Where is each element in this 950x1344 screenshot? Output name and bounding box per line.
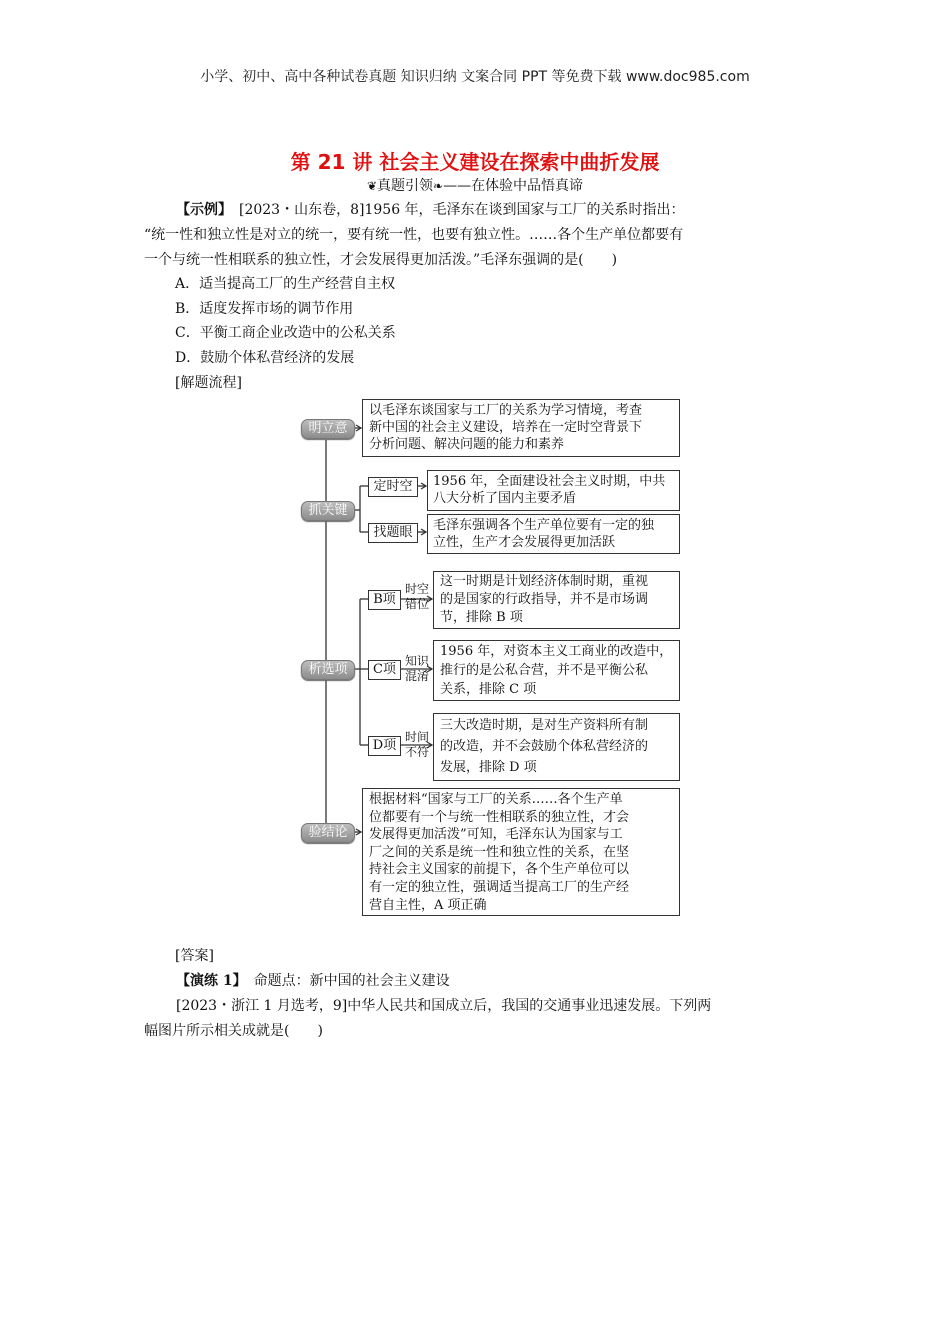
- tag-line: 混淆: [404, 669, 429, 683]
- drill-line-2: 幅图片所示相关成就是( ): [144, 1023, 323, 1039]
- flow-box-key-point: [427, 514, 680, 554]
- drill-tag: 【演练 1】: [176, 973, 240, 989]
- box-line: 新中国的社会主义建设，培养在一定时空背景下: [369, 420, 643, 435]
- box-line: 推行的是公私合营，并不是平衡公私: [440, 663, 649, 678]
- box-line: 根据材料“国家与工厂的关系……各个生产单: [369, 792, 623, 807]
- flow-node-verify: 验结论: [301, 823, 355, 843]
- box-line: 立性，生产才会发展得更加活跃: [433, 535, 616, 550]
- box-line: 三大改造时期，是对生产资料所有制: [440, 718, 649, 733]
- tag-line: 知识: [404, 654, 429, 668]
- flow-tag-d: [403, 730, 431, 760]
- flow-box-option-c: [433, 640, 680, 701]
- box-line: 有一定的独立性，强调适当提高工厂的生产经: [369, 879, 630, 895]
- option-b: B．适度发挥市场的调节作用: [175, 301, 354, 317]
- option-d: D．鼓励个体私营经济的发展: [175, 350, 355, 366]
- tag-line: 时空: [404, 582, 429, 596]
- leaf-right-icon: ❧: [433, 179, 444, 193]
- box-line: 分析问题、解决问题的能力和素养: [369, 437, 565, 452]
- box-line: 1956 年，对资本主义工商业的改造中，: [440, 644, 673, 659]
- tag-line: 错位: [404, 597, 429, 611]
- box-line: 位都要有一个与统一性相联系的独立性，才会: [369, 809, 630, 825]
- box-line: 1956 年，全面建设社会主义时期，中共: [433, 474, 666, 489]
- drill-line-1: [2023・浙江 1 月选考，9]中华人民共和国成立后，我国的交通事业迅速发展。下列两: [176, 998, 712, 1014]
- flow-node-key: 抓关键: [301, 501, 355, 521]
- subtitle-text2: ——在体验中品悟真谛: [443, 178, 584, 194]
- flow-box-time-space: [427, 470, 680, 511]
- flow-tag-b: [403, 582, 431, 612]
- tag-line: 不符: [404, 745, 429, 759]
- subtitle-text1: 真题引领: [377, 178, 433, 194]
- flow-node-intent: 明立意: [301, 419, 355, 439]
- box-line: 发展，排除 D 项: [440, 760, 537, 775]
- box-line: 节，排除 B 项: [440, 610, 523, 625]
- box-line: 的是国家的行政指导，并不是市场调: [440, 592, 649, 607]
- flow-box-verify: [362, 788, 680, 916]
- example-line-3: 一个与统一性相联系的独立性，才会发展得更加活泼。”毛泽东强调的是( ): [144, 252, 618, 268]
- leaf-left-icon: ❦: [366, 179, 377, 193]
- flow-option-d: D项: [368, 736, 401, 756]
- example-text-1: 1956 年，毛泽东在谈到国家与工厂的关系时指出：: [364, 202, 685, 218]
- option-c: C．平衡工商企业改造中的公私关系: [175, 325, 396, 341]
- box-line: 的改造，并不会鼓励个体私营经济的: [440, 739, 649, 754]
- drill-header: [144, 969, 809, 994]
- flow-box-option-b: [433, 571, 680, 629]
- example-tag: 【示例】: [176, 202, 225, 218]
- box-line: 这一时期是计划经济体制时期，重视: [440, 574, 649, 589]
- flow-option-c: C项: [368, 660, 401, 680]
- answer-label: [答案]: [175, 948, 214, 964]
- flow-label: [解题流程]: [175, 375, 242, 391]
- page-header: 小学、初中、高中各种试卷真题 知识归纳 文案合同 PPT 等免费下载 www.doc985.com: [200, 69, 750, 85]
- page-title: 第 21 讲 社会主义建设在探索中曲折发展: [290, 150, 660, 174]
- box-line: 发展得更加活泼”可知，毛泽东认为国家与工: [369, 827, 623, 843]
- box-line: 厂之间的关系是统一性和独立性的关系，在坚: [369, 844, 630, 860]
- option-a: A．适当提高工厂的生产经营自主权: [175, 276, 396, 292]
- flow-option-b: B项: [368, 590, 401, 610]
- flow-sub-time-space: 定时空: [368, 477, 418, 497]
- box-line: 营自主性，A 项正确: [369, 897, 487, 913]
- flow-box-intent: [362, 399, 680, 457]
- flow-node-options: 析选项: [301, 660, 355, 680]
- example-line-2: “统一性和独立性是对立的统一，要有统一性，也要有独立性。……各个生产单位都要有: [144, 227, 684, 243]
- box-line: 毛泽东强调各个生产单位要有一定的独: [433, 518, 655, 533]
- box-line: 持社会主义国家的前提下，各个生产单位可以: [369, 862, 630, 878]
- drill-point: 命题点：新中国的社会主义建设: [253, 973, 450, 989]
- drill-question: [144, 969, 809, 1044]
- box-line: 关系，排除 C 项: [440, 682, 537, 697]
- tag-line: 时间: [404, 730, 429, 744]
- flow-sub-key-point: 找题眼: [368, 523, 418, 543]
- flow-box-option-d: [433, 713, 680, 781]
- box-line: 八大分析了国内主要矛盾: [433, 491, 577, 506]
- box-line: 以毛泽东谈国家与工厂的关系为学习情境，考查: [369, 403, 643, 418]
- flow-tag-c: [403, 654, 431, 684]
- example-source: [2023・山东卷，8]: [239, 202, 365, 218]
